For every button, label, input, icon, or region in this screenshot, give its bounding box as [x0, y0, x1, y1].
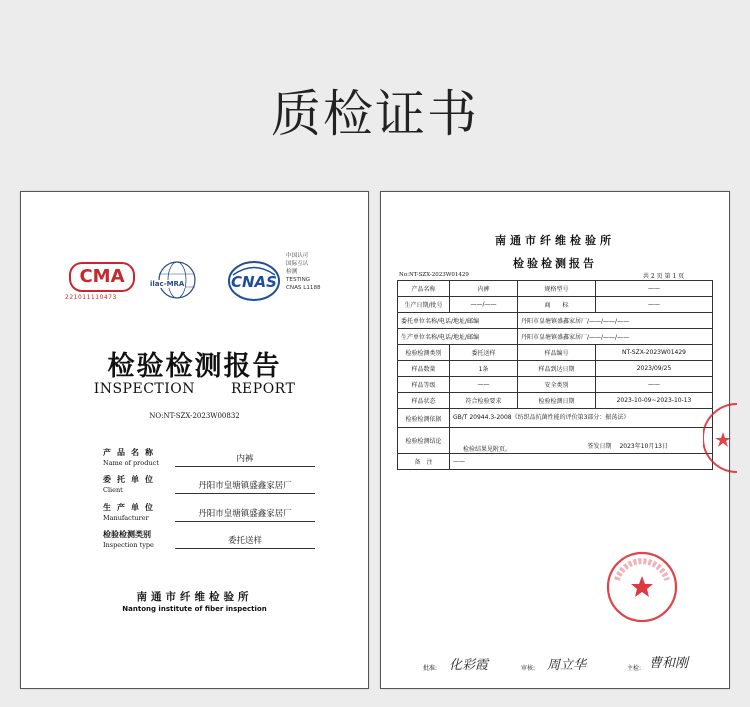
- cover-subtitle: INSPECTION REPORT: [93, 381, 296, 397]
- table-row: 生产日期/批号 ——/—— 商 标 ——: [398, 297, 713, 313]
- cover-report-number: NO:NT-SZX-2023W00832: [149, 412, 240, 420]
- report-organization: 南通市纤维检验所: [495, 234, 615, 247]
- cnas-line: TESTING: [286, 277, 311, 283]
- cnas-line: 中国认可: [286, 253, 309, 259]
- main-inspector-signature: 主检:: [627, 665, 642, 672]
- field-value: 委托送样: [175, 534, 315, 549]
- page-heading: 质检证书: [271, 85, 479, 143]
- seam-seal-icon: [703, 402, 737, 474]
- field-value: 丹阳市皇塘镇盛鑫家居厂: [175, 507, 315, 522]
- cnas-line: 检测: [286, 269, 298, 275]
- conclusion-text: 检验结果见附页。: [463, 446, 512, 453]
- field-manufacturer: 生产单位 Manufacturer 丹阳市皇塘镇盛鑫家居厂: [103, 502, 313, 528]
- ilac-logo-text: ilac-MRA: [150, 280, 185, 288]
- field-value: 丹阳市皇塘镇盛鑫家居厂: [175, 479, 315, 494]
- report-number: No:NT-SZX-2023W01429: [399, 272, 469, 278]
- review-signature-handwriting: 周立华: [547, 658, 587, 673]
- report-cover: [20, 191, 369, 689]
- cover-title: 检验检测报告: [107, 351, 282, 382]
- cover-organization-en: Nantong institute of fiber inspection: [122, 605, 267, 613]
- cnas-line: CNAS L1188: [286, 285, 321, 291]
- field-inspection-type: 检验检测类别 Inspection type 委托送样: [103, 529, 313, 555]
- table-row: 生产单位名称/电话/地址/邮编 丹阳市皇塘镇盛鑫家居厂/——/——/——: [398, 329, 713, 345]
- main-inspector-signature-handwriting: 曹和刚: [649, 656, 689, 671]
- table-row: 样品数量 1条 样品到达日期 2023/09/25: [398, 361, 713, 377]
- table-row: 样品状态 符合检验要求 检验检测日期 2023-10-09~2023-10-13: [398, 393, 713, 409]
- table-row: 委托单位名称/电话/地址/邮编 丹阳市皇塘镇盛鑫家居厂/——/——/——: [398, 313, 713, 329]
- report-page: [380, 191, 730, 689]
- table-row: 产品名称 内裤 规格型号 ——: [398, 281, 713, 297]
- field-product: 产品名称 Name of product 内裤: [103, 447, 313, 473]
- table-row: 检验检测类别 委托送样 样品编号 NT-SZX-2023W01429: [398, 345, 713, 361]
- report-page-count: 共 2 页 第 1 页: [643, 273, 685, 280]
- issue-date: 签发日期 2023年10月13日: [587, 443, 668, 450]
- cma-number: 221011110473: [65, 294, 117, 301]
- table-row: 备 注 ——: [398, 454, 713, 470]
- report-table: [397, 280, 713, 470]
- cnas-caption: [286, 252, 321, 292]
- cma-logo: CMA: [69, 262, 135, 292]
- cover-organization: 南通市纤维检验所: [136, 591, 253, 603]
- approve-signature: 批准:: [423, 665, 438, 672]
- table-row: 样品等级 —— 安全类别 ——: [398, 377, 713, 393]
- report-title: 检验检测报告: [513, 257, 597, 270]
- field-value: 内裤: [175, 452, 315, 467]
- official-seal-icon: [605, 550, 679, 624]
- field-client: 委托单位 Client 丹阳市皇塘镇盛鑫家居厂: [103, 474, 313, 500]
- cnas-logo-text: CNAS: [231, 273, 277, 291]
- table-row: 检验检测依据 GB/T 20944.3-2008《纺织品抗菌性能的评价第3部分：振荡法》: [398, 409, 713, 428]
- cnas-line: 国际互认: [286, 261, 309, 267]
- approve-signature-handwriting: 化彩霞: [449, 658, 489, 673]
- table-row: 检验检测结论 检验结果见附页。 签发日期 2023年10月13日: [398, 428, 713, 454]
- review-signature: 审核:: [521, 665, 536, 672]
- cnas-logo-icon: [227, 260, 281, 302]
